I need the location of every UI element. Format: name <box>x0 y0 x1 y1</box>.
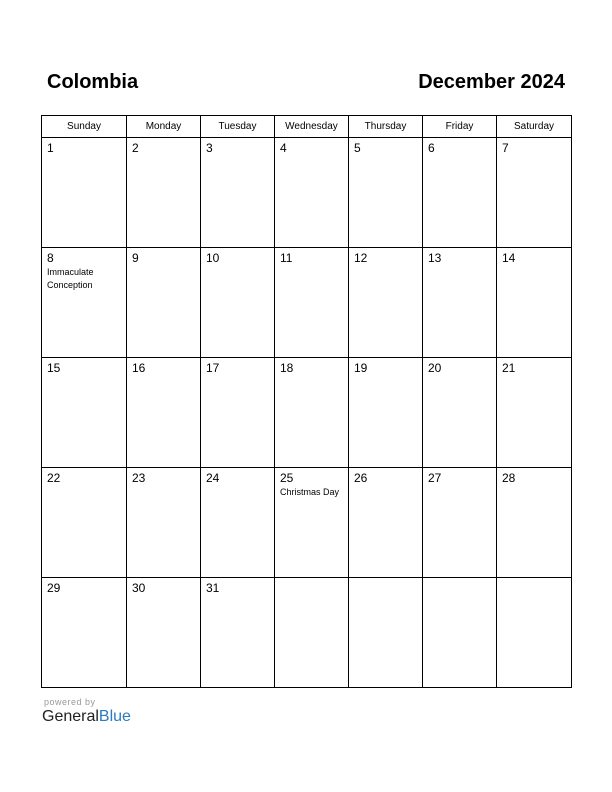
day-cell <box>349 358 423 468</box>
day-number: 23 <box>132 471 146 485</box>
day-number: 1 <box>47 141 54 155</box>
day-number: 24 <box>206 471 220 485</box>
day-cell <box>497 578 572 688</box>
day-cell <box>42 138 127 248</box>
day-number: 19 <box>354 361 368 375</box>
day-number: 18 <box>280 361 294 375</box>
day-cell <box>497 138 572 248</box>
day-number: 22 <box>47 471 61 485</box>
day-cell <box>127 138 201 248</box>
day-number: 11 <box>280 251 293 265</box>
day-number: 13 <box>428 251 442 265</box>
day-cell <box>423 248 497 358</box>
day-number: 5 <box>354 141 361 155</box>
day-number: 8 <box>47 251 54 265</box>
day-cell <box>349 138 423 248</box>
day-number: 21 <box>502 361 516 375</box>
calendar-grid <box>41 115 572 688</box>
weekday-header: Tuesday <box>201 116 275 138</box>
day-number: 7 <box>502 141 509 155</box>
day-cell <box>127 578 201 688</box>
day-cell <box>42 248 127 358</box>
day-cell <box>127 358 201 468</box>
day-number: 27 <box>428 471 442 485</box>
day-number: 25 <box>280 471 294 485</box>
country-title: Colombia <box>47 71 139 93</box>
day-cell <box>127 468 201 578</box>
day-cell <box>497 468 572 578</box>
day-number: 9 <box>132 251 139 265</box>
day-number: 15 <box>47 361 61 375</box>
week-row <box>42 578 572 688</box>
holiday-label: Christmas Day <box>280 487 340 497</box>
week-row <box>42 248 572 358</box>
day-number: 26 <box>354 471 368 485</box>
holiday-label: Immaculate Conception <box>47 267 94 290</box>
day-cell <box>275 578 349 688</box>
day-cell <box>201 138 275 248</box>
weekday-header: Monday <box>127 116 201 138</box>
logo-blue: Blue <box>98 708 131 725</box>
day-cell <box>423 578 497 688</box>
weekday-header: Wednesday <box>275 116 349 138</box>
day-cell <box>201 248 275 358</box>
powered-by-label: powered by <box>44 697 96 707</box>
day-cell <box>201 358 275 468</box>
day-number: 2 <box>132 141 139 155</box>
day-cell <box>42 578 127 688</box>
day-number: 17 <box>206 361 220 375</box>
day-cell <box>275 248 349 358</box>
weekday-header-row <box>42 116 572 138</box>
day-number: 14 <box>502 251 516 265</box>
day-number: 4 <box>280 141 287 155</box>
day-number: 30 <box>132 581 146 595</box>
day-number: 3 <box>206 141 213 155</box>
day-number: 31 <box>206 581 220 595</box>
day-cell <box>423 138 497 248</box>
day-number: 6 <box>428 141 435 155</box>
day-cell <box>423 468 497 578</box>
week-row <box>42 468 572 578</box>
day-cell <box>42 468 127 578</box>
day-number: 10 <box>206 251 220 265</box>
day-number: 12 <box>354 251 368 265</box>
day-number: 28 <box>502 471 516 485</box>
day-cell <box>497 358 572 468</box>
day-number: 16 <box>132 361 146 375</box>
day-cell <box>127 248 201 358</box>
day-cell <box>201 578 275 688</box>
day-number: 29 <box>47 581 61 595</box>
day-number: 20 <box>428 361 442 375</box>
weekday-header: Saturday <box>497 116 572 138</box>
weekday-header: Sunday <box>42 116 127 138</box>
weekday-header: Friday <box>423 116 497 138</box>
day-cell <box>201 468 275 578</box>
day-cell <box>275 358 349 468</box>
week-row <box>42 358 572 468</box>
week-row <box>42 138 572 248</box>
generalblue-logo[interactable] <box>42 708 131 726</box>
day-cell <box>423 358 497 468</box>
month-title: December 2024 <box>418 71 565 93</box>
day-cell <box>275 138 349 248</box>
day-cell <box>349 468 423 578</box>
day-cell <box>349 578 423 688</box>
day-cell <box>497 248 572 358</box>
weekday-header: Thursday <box>349 116 423 138</box>
day-cell <box>275 468 349 578</box>
day-cell <box>42 358 127 468</box>
logo-general: General <box>42 708 99 725</box>
day-cell <box>349 248 423 358</box>
